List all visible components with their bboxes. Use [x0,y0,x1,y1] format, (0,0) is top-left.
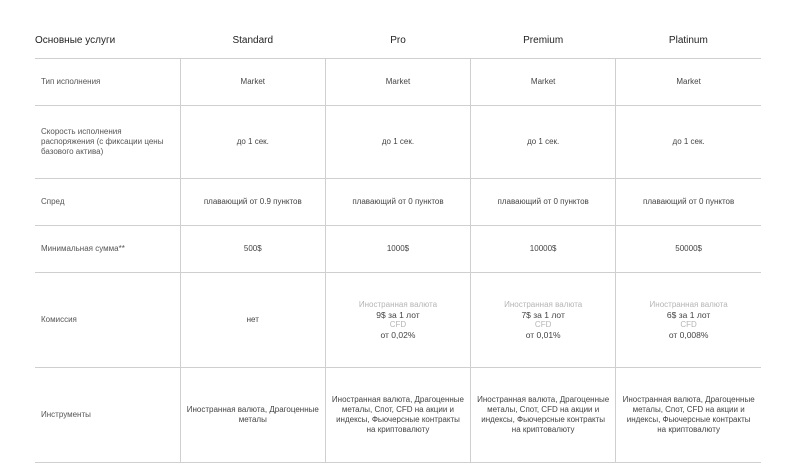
cell-min-amount-pro: 1000$ [325,226,470,273]
commission-cfd-value: от 0,008% [668,330,709,340]
table-row-min-amount [35,226,761,273]
cell-execution-speed-platinum: до 1 сек. [616,106,761,179]
cell-spread-platinum: плавающий от 0 пунктов [616,179,761,226]
cell-execution-speed-pro: до 1 сек. [325,106,470,179]
table-header-row [35,22,761,59]
cell-instruments-premium: Иностранная валюта, Драгоценные металы, Спот, CFD на акции и индексы, Фьючерсные контракты на криптовалюту [471,368,616,463]
cell-instruments-pro: Иностранная валюта, Драгоценные металы, Спот, CFD на акции и индексы, Фьючерсные контракты на криптовалюту [325,368,470,463]
commission-fx-value: 6$ за 1 лот [666,310,711,320]
row-label-execution-type: Тип исполнения [35,59,180,106]
header-plan-standard: Standard [232,34,274,46]
cell-execution-speed-standard: до 1 сек. [180,106,325,179]
cell-min-amount-premium: 10000$ [471,226,616,273]
row-label-spread: Спред [35,179,180,226]
table-row-execution-speed [35,106,761,179]
commission-fx-label: Иностранная валюта [358,300,438,309]
cell-execution-type-pro: Market [325,59,470,106]
table-row-commission [35,273,761,368]
header-plan-pro: Pro [390,34,406,46]
commission-fx-value: 9$ за 1 лот [376,310,420,320]
commission-cfd-value: от 0,02% [380,330,416,340]
cell-execution-speed-premium: до 1 сек. [471,106,616,179]
cell-min-amount-standard: 500$ [180,226,325,273]
header-plan-platinum: Platinum [668,34,708,46]
table-row-spread [35,179,761,226]
cell-commission-pro [325,273,470,368]
cell-commission-premium [471,273,616,368]
row-label-instruments: Инструменты [35,368,180,463]
commission-fx-label: Иностранная валюта [504,300,583,309]
cell-spread-pro: плавающий от 0 пунктов [325,179,470,226]
cell-commission-standard: нет [180,273,325,368]
header-main-services: Основные услуги [35,34,116,46]
table-row-execution-type [35,59,761,106]
row-label-execution-speed: Скорость исполнения распоряжения (с фиксации цены базового актива) [35,106,180,179]
commission-fx-label: Иностранная валюта [649,300,728,309]
table-row-instruments [35,368,761,463]
cell-spread-premium: плавающий от 0 пунктов [471,179,616,226]
cell-instruments-platinum: Иностранная валюта, Драгоценные металы, Спот, CFD на акции и индексы, Фьючерсные контракты на криптовалюту [616,368,761,463]
row-label-min-amount: Минимальная сумма** [35,226,180,273]
cell-min-amount-platinum: 50000$ [616,226,761,273]
commission-fx-value: 7$ за 1 лот [521,310,565,320]
commission-cfd-value: от 0,01% [525,330,561,340]
row-label-commission: Комиссия [35,273,180,368]
cell-spread-standard: плавающий от 0.9 пунктов [180,179,325,226]
commission-cfd-label: CFD [389,320,407,329]
header-plan-premium: Premium [523,34,564,46]
commission-cfd-label: CFD [680,320,697,329]
commission-cfd-label: CFD [534,320,552,329]
cell-execution-type-premium: Market [471,59,616,106]
cell-commission-platinum [616,273,761,368]
cell-instruments-standard: Иностранная валюта, Драгоценные металы [180,368,325,463]
cell-execution-type-platinum: Market [616,59,761,106]
cell-execution-type-standard: Market [180,59,325,106]
services-comparison-table [35,22,761,463]
